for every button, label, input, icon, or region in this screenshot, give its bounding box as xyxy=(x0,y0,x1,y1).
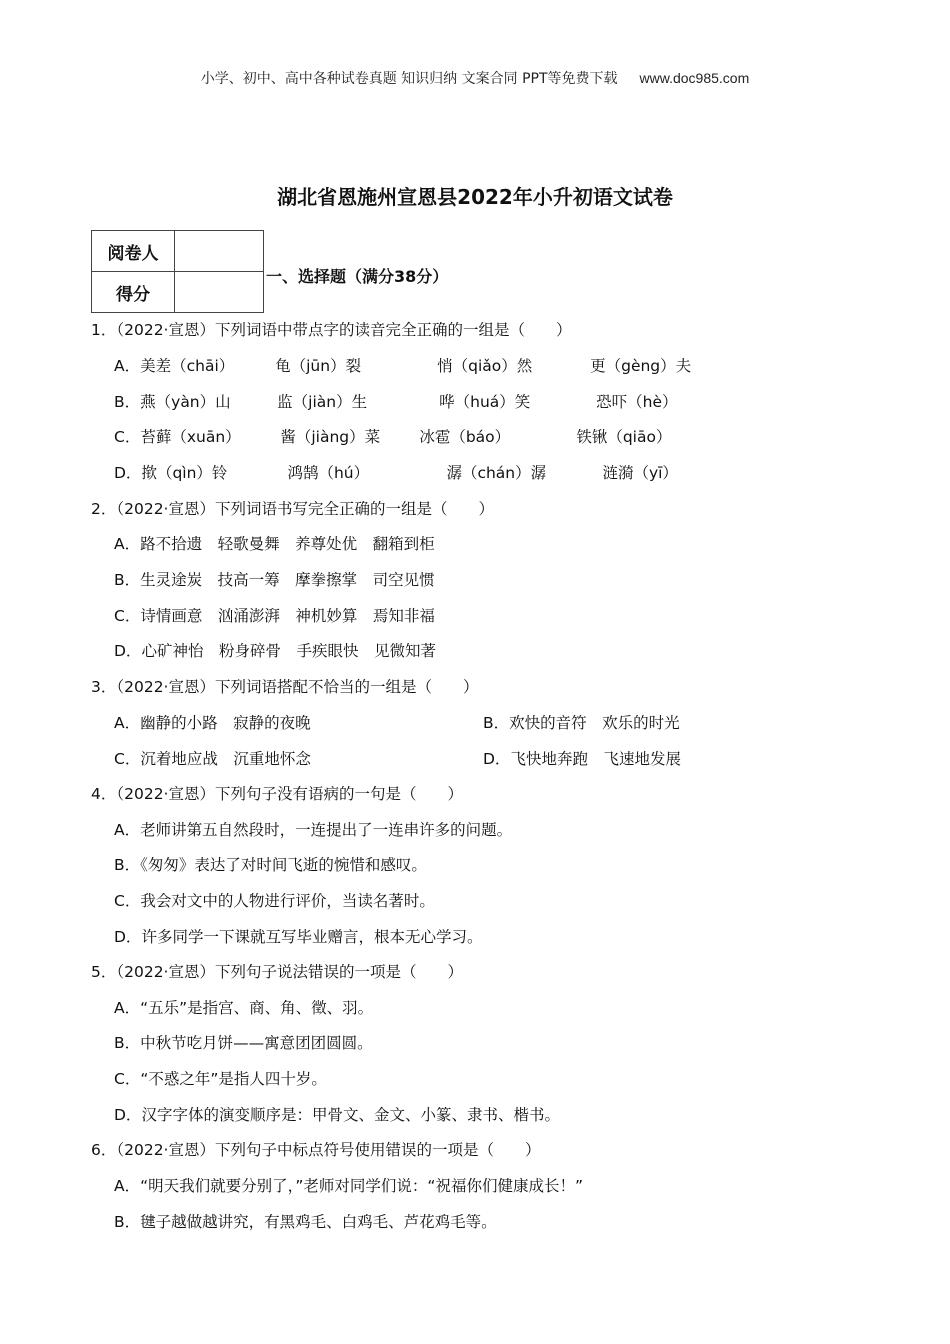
option-cell: 恐吓（hè） xyxy=(596,393,678,411)
question-2-option-c xyxy=(114,604,435,626)
section-heading: 一、选择题（满分38分） xyxy=(266,267,449,286)
question-6-option-b xyxy=(114,1210,497,1232)
option-letter: C． xyxy=(114,607,141,625)
question-4-option-a xyxy=(114,818,512,840)
option-text: 路不拾遗 轻歌曼舞 养尊处优 翻箱到柜 xyxy=(140,535,435,553)
question-5-option-b xyxy=(114,1031,373,1053)
option-cell: 铁锹（qiāo） xyxy=(576,428,672,446)
question-5-option-d xyxy=(114,1103,560,1125)
option-letter: D． xyxy=(114,928,142,946)
question-4-option-b xyxy=(114,853,427,875)
option-text: 诗情画意 汹涌澎湃 神机妙算 焉知非福 xyxy=(140,607,435,625)
option-letter: C． xyxy=(114,892,141,910)
question-5-stem: 5．（2022·宣恩）下列句子说法错误的一项是（ ） xyxy=(91,963,463,981)
question-5-option-c xyxy=(114,1067,327,1089)
question-3-option-d xyxy=(483,747,681,769)
option-letter: A． xyxy=(114,821,141,839)
question-3-option-a xyxy=(114,711,311,733)
score-cell[interactable] xyxy=(175,272,264,313)
option-letter: C． xyxy=(114,750,141,768)
option-cell: 更（gèng）夫 xyxy=(590,357,692,375)
option-text: 欢快的音符 欢乐的时光 xyxy=(509,714,680,732)
option-text: 我会对文中的人物进行评价，当读名著时。 xyxy=(140,892,435,910)
option-cell: 酱（jiàng）菜 xyxy=(280,428,381,446)
option-letter: D． xyxy=(483,750,511,768)
option-letter: A． xyxy=(114,357,141,375)
question-2-option-d xyxy=(114,639,436,661)
option-cell: 涟漪（yī） xyxy=(602,464,678,482)
question-3-option-c xyxy=(114,747,311,769)
question-2-option-a xyxy=(114,532,435,554)
question-2-option-b xyxy=(114,568,435,590)
question-3-option-b xyxy=(483,711,680,733)
option-text: 老师讲第五自然段时，一连提出了一连串许多的问题。 xyxy=(140,821,513,839)
option-letter: B． xyxy=(114,393,141,411)
option-letter: A． xyxy=(114,714,141,732)
reviewer-cell[interactable] xyxy=(175,231,264,272)
question-6-option-a xyxy=(114,1174,583,1196)
option-cell: 燕（yàn）山 xyxy=(140,393,231,411)
option-letter: B． xyxy=(483,714,510,732)
option-letter: B． xyxy=(114,1213,141,1231)
question-1-option-d xyxy=(114,461,678,483)
option-text: “明天我们就要分别了，”老师对同学们说：“祝福你们健康成长！” xyxy=(140,1177,583,1195)
header-text: 小学、初中、高中各种试卷真题 知识归纳 文案合同 PPT等免费下载 xyxy=(200,71,618,87)
question-1-option-a xyxy=(114,354,691,376)
option-text: 生灵途炭 技高一筹 摩拳擦掌 司空见惯 xyxy=(140,571,435,589)
option-letter: B． xyxy=(114,1034,141,1052)
option-text: 毽子越做越讲究，有黑鸡毛、白鸡毛、芦花鸡毛等。 xyxy=(140,1213,497,1231)
option-cell: 冰雹（báo） xyxy=(419,428,511,446)
option-text: 沉着地应战 沉重地怀念 xyxy=(140,750,311,768)
option-letter: D． xyxy=(114,464,142,482)
reviewer-label: 阅卷人 xyxy=(92,231,175,272)
option-text: 《匆匆》表达了对时间飞逝的惋惜和感叹。 xyxy=(140,856,427,874)
option-letter: C． xyxy=(114,1070,141,1088)
option-cell: 监（jiàn）生 xyxy=(277,393,368,411)
option-text: “不惑之年”是指人四十岁。 xyxy=(140,1070,327,1088)
option-text: “五乐”是指宫、商、角、徵、羽。 xyxy=(140,999,374,1017)
question-1-stem: 1．（2022·宣恩）下列词语中带点字的读音完全正确的一组是（ ） xyxy=(91,321,572,339)
exam-title: 湖北省恩施州宣恩县2022年小升初语文试卷 xyxy=(277,185,673,209)
option-letter: C． xyxy=(114,428,141,446)
score-label: 得分 xyxy=(92,272,175,313)
option-letter: B． xyxy=(114,571,141,589)
question-4-option-d xyxy=(114,925,482,947)
option-cell: 苔藓（xuān） xyxy=(140,428,241,446)
question-2-stem: 2．（2022·宣恩）下列词语书写完全正确的一组是（ ） xyxy=(91,500,494,518)
question-1-option-b xyxy=(114,390,678,412)
question-5-option-a xyxy=(114,996,373,1018)
option-letter: A． xyxy=(114,1177,141,1195)
option-text: 飞快地奔跑 飞速地发展 xyxy=(510,750,681,768)
option-letter: B． xyxy=(114,856,141,874)
option-cell: 悄（qiǎo）然 xyxy=(437,357,533,375)
option-text: 汉字字体的演变顺序是：甲骨文、金文、小篆、隶书、楷书。 xyxy=(141,1106,560,1124)
option-cell: 潺（chán）潺 xyxy=(446,464,547,482)
question-6-stem: 6．（2022·宣恩）下列句子中标点符号使用错误的一项是（ ） xyxy=(91,1141,541,1159)
option-cell: 龟（jūn）裂 xyxy=(275,357,362,375)
option-cell: 哗（huá）笑 xyxy=(439,393,531,411)
option-text: 许多同学一下课就互写毕业赠言，根本无心学习。 xyxy=(141,928,483,946)
option-letter: D． xyxy=(114,642,142,660)
option-letter: A． xyxy=(114,999,141,1017)
option-cell: 鸿鹄（hú） xyxy=(287,464,370,482)
score-table xyxy=(91,230,264,313)
question-4-option-c xyxy=(114,889,435,911)
question-1-option-c xyxy=(114,425,671,447)
question-3-stem: 3．（2022·宣恩）下列词语搭配不恰当的一组是（ ） xyxy=(91,678,479,696)
page-header xyxy=(0,68,950,88)
option-letter: A． xyxy=(114,535,141,553)
option-cell: 揿（qìn）铃 xyxy=(141,464,228,482)
option-text: 心矿神怡 粉身碎骨 手疾眼快 见微知著 xyxy=(141,642,436,660)
header-site: www.doc985.com xyxy=(639,70,750,86)
option-text: 中秋节吃月饼——寓意团团圆圆。 xyxy=(140,1034,373,1052)
option-letter: D． xyxy=(114,1106,142,1124)
question-4-stem: 4．（2022·宣恩）下列句子没有语病的一句是（ ） xyxy=(91,785,463,803)
option-cell: 美差（chāi） xyxy=(140,357,235,375)
option-text: 幽静的小路 寂静的夜晚 xyxy=(140,714,311,732)
